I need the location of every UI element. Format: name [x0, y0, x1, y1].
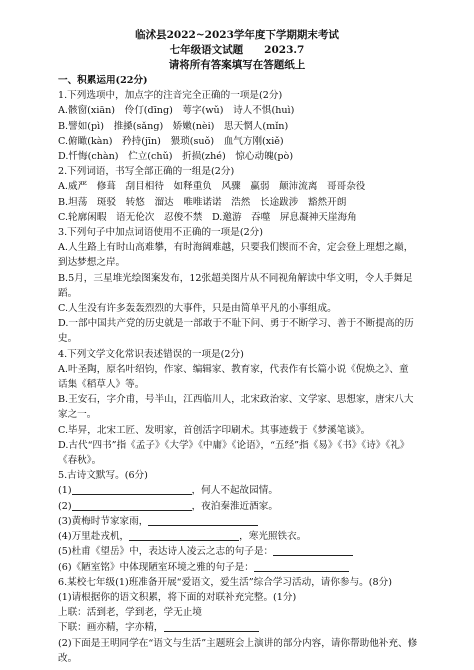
- q5-line-4: [58, 529, 418, 544]
- answer-blank[interactable]: [164, 621, 259, 632]
- section-title: 一、积累运用(22分): [58, 75, 148, 86]
- q5-text-1: ，何人不起故园情。: [191, 485, 278, 497]
- q5-line-6: [58, 560, 418, 575]
- q5-text-3: (3)黄梅时节家家雨，: [58, 515, 149, 527]
- q5-text-4a: (4)万里赴戎机，: [58, 531, 130, 543]
- q4-option-c: C.毕昇，北宋工匠、发明家，首创活字印刷术。其事迹载于《梦溪笔谈》。: [58, 424, 371, 436]
- q2-option-c: C.轮廓闲暇 语无伦次 忍俊不禁 D.邀游 吞噬 屏息凝神天崖海角: [58, 211, 357, 223]
- q2-stem: 2.下列词语，书写全部正确的一组是(2分): [58, 166, 235, 178]
- exam-content: [0, 73, 474, 666]
- exam-title: 临沭县2022~2023学年度下学期期末考试: [135, 29, 339, 41]
- q5-line-1: [58, 483, 418, 498]
- q5-line-3: [58, 514, 418, 529]
- q2-option-b: B.坦荡 斑驳 转悠 溜达 唯唯诺诺 浩然 长途跋涉 豁然开朗: [58, 196, 347, 208]
- q6-sub-2: (2)下面是王明同学在“语文与生活”主题班会上演讲的部分内容，请你帮助他补充、修改。: [58, 637, 418, 664]
- q3-option-a: A.人生路上有时山高难攀，有时海阔难越，只要我们锲而不舍，定会登上理想之巅，到达梦想之岸。: [58, 242, 414, 269]
- q5-label-2: (2): [58, 500, 72, 512]
- q5-text-5: (5)杜甫《望岳》中，表达诗人凌云之志的句子是：: [58, 546, 274, 558]
- q6-upper-couplet: 上联：活到老，学到老，学无止境: [58, 607, 202, 619]
- q4-option-d: D.古代“四书”指《孟子》《大学》《中庸》《论语》，“五经”指《易》《书》《诗》《礼》《春秋》。: [58, 439, 410, 467]
- q5-text-4b: ，寒光照铁衣。: [239, 531, 307, 543]
- q5-stem: 5.古诗文默写。(6分): [58, 470, 148, 482]
- q6-lower-text: 下联：画亦精，字亦精，: [58, 622, 164, 634]
- q5-line-2: [58, 499, 418, 514]
- q1-option-c: C.俯瞰(kàn) 矜持(jīn) 猥琐(suǒ) 血气方刚(xiě): [58, 135, 284, 147]
- q5-label-1: (1): [58, 485, 72, 497]
- q4-option-a: A.叶圣陶，原名叶绍钧，作家、编辑家、教育家，代表作有长篇小说《倪焕之》、童话集《稻草人》等。: [58, 363, 409, 391]
- q3-option-b: B.5月，三星堆光绘图案发布，12张超美图片从不同视角解读中华文明，令人手舞足蹈。: [58, 272, 413, 299]
- q6-sub-1: (1)请根据你的语文积累，将下面的对联补充完整。(1分): [58, 591, 297, 603]
- q1-stem: 1.下列选项中，加点字的注音完全正确的一项是(2分): [58, 90, 283, 102]
- q5-line-5: [58, 544, 418, 559]
- answer-blank[interactable]: [148, 515, 258, 526]
- q1-option-d: D.忏悔(chàn) 伫立(chǔ) 折损(zhé) 惊心动魄(pò): [58, 151, 294, 163]
- exam-subtitle: 七年级语文试题 2023.7: [169, 44, 305, 56]
- q2-option-a: A.威严 修葺 刮目相待 如释重负 风骤 赢弱 颠沛流离 哥哥杂役: [58, 181, 366, 193]
- answer-blank[interactable]: [72, 484, 192, 495]
- exam-instruction: 请将所有答案填写在答题纸上: [168, 59, 306, 71]
- q5-text-6: (6)《陋室铭》中体现陋室环境之雅的句子是：: [58, 561, 254, 573]
- answer-blank[interactable]: [254, 561, 349, 572]
- q3-option-c: C.人生没有许多轰轰烈烈的大事件，只是由简单平凡的小事组成。: [58, 303, 337, 315]
- answer-blank[interactable]: [273, 545, 353, 556]
- q1-option-b: B.譬如(pì) 推搡(sǎng) 娇嫩(nèi) 思天惘人(mǐn): [58, 120, 289, 132]
- q3-option-d: D.一部中国共产党的历史就是一部敢于不耻下问、勇于不断学习、善于不断提高的历史。: [58, 318, 414, 345]
- q1-option-a: A.骸窗(xiān) 伶仃(dīng) 萼字(wǔ) 诗人不惧(huì): [58, 105, 295, 117]
- q5-text-2: ，夜泊秦淮近酒家。: [191, 500, 278, 512]
- q6-lower-couplet: [58, 620, 418, 635]
- q6-stem: 6.某校七年级(1)班准备开展“爱语文，爱生活”综合学习活动，请你参与。(8分): [58, 576, 392, 588]
- q4-option-b: B.王安石，字介甫，号半山，江西临川人，北宋政治家、文学家、思想家，唐宋八大家之一。: [58, 394, 414, 421]
- answer-blank[interactable]: [72, 500, 192, 511]
- answer-blank[interactable]: [129, 530, 239, 541]
- q4-stem: 4.下列文学文化常识表述错误的一项是(2分): [58, 348, 244, 360]
- q3-stem: 3.下列句子中加点词语使用不正确的一项是(2分): [58, 227, 264, 239]
